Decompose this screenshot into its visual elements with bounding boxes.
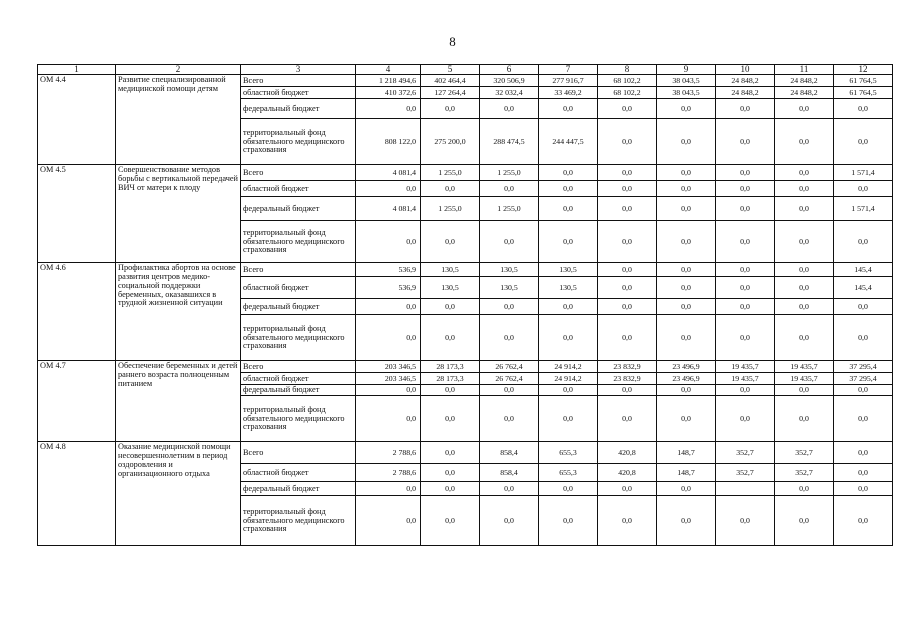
funding-source: федеральный бюджет	[241, 197, 356, 221]
value-cell: 0,0	[539, 299, 598, 315]
funding-source: территориальный фонд обязательного медицинского страхования	[241, 496, 356, 546]
value-cell: 655,3	[539, 442, 598, 464]
value-cell: 24 914,2	[539, 361, 598, 373]
value-cell: 0,0	[421, 299, 480, 315]
value-cell: 0,0	[657, 221, 716, 263]
value-cell: 0,0	[657, 165, 716, 181]
value-cell: 0,0	[480, 99, 539, 119]
value-cell: 288 474,5	[480, 119, 539, 165]
header-cell: 10	[716, 65, 775, 75]
value-cell: 0,0	[598, 396, 657, 442]
value-cell: 0,0	[775, 181, 834, 197]
value-cell: 0,0	[834, 315, 893, 361]
value-cell: 0,0	[421, 315, 480, 361]
value-cell: 352,7	[775, 464, 834, 482]
value-cell: 130,5	[421, 263, 480, 277]
value-cell: 0,0	[775, 315, 834, 361]
value-cell: 0,0	[421, 396, 480, 442]
value-cell: 1 571,4	[834, 165, 893, 181]
measure-code: ОМ 4.4	[38, 75, 116, 165]
value-cell: 2 788,6	[356, 464, 421, 482]
funding-source: федеральный бюджет	[241, 482, 356, 496]
value-cell: 0,0	[539, 99, 598, 119]
value-cell: 61 764,5	[834, 87, 893, 99]
value-cell: 0,0	[775, 197, 834, 221]
value-cell: 1 255,0	[421, 165, 480, 181]
value-cell: 0,0	[539, 396, 598, 442]
value-cell: 1 571,4	[834, 197, 893, 221]
header-cell: 3	[241, 65, 356, 75]
value-cell: 0,0	[775, 299, 834, 315]
value-cell: 130,5	[480, 277, 539, 299]
value-cell: 0,0	[598, 299, 657, 315]
value-cell: 0,0	[834, 496, 893, 546]
value-cell: 0,0	[421, 99, 480, 119]
value-cell: 0,0	[356, 396, 421, 442]
value-cell: 0,0	[716, 181, 775, 197]
value-cell: 655,3	[539, 464, 598, 482]
measure-code: ОМ 4.7	[38, 361, 116, 442]
value-cell: 0,0	[539, 315, 598, 361]
value-cell: 23 496,9	[657, 361, 716, 373]
funding-source: областной бюджет	[241, 464, 356, 482]
value-cell: 0,0	[480, 315, 539, 361]
value-cell: 127 264,4	[421, 87, 480, 99]
measure-name: Развитие специализированной медицинской помощи детям	[116, 75, 241, 165]
value-cell: 277 916,7	[539, 75, 598, 87]
value-cell: 808 122,0	[356, 119, 421, 165]
measure-name: Оказание медицинской помощи несовершеннолетним в период оздоровления и организационного отдыха	[116, 442, 241, 546]
value-cell: 0,0	[657, 99, 716, 119]
value-cell: 61 764,5	[834, 75, 893, 87]
value-cell: 0,0	[716, 496, 775, 546]
value-cell: 0,0	[598, 99, 657, 119]
funding-source: территориальный фонд обязательного медицинского страхования	[241, 315, 356, 361]
value-cell: 38 043,5	[657, 87, 716, 99]
measure-code: ОМ 4.6	[38, 263, 116, 361]
value-cell: 4 081,4	[356, 197, 421, 221]
value-cell: 352,7	[716, 464, 775, 482]
value-cell: 0,0	[598, 482, 657, 496]
value-cell: 0,0	[716, 315, 775, 361]
value-cell: 26 762,4	[480, 373, 539, 385]
value-cell: 0,0	[775, 277, 834, 299]
value-cell: 0,0	[539, 385, 598, 396]
value-cell: 0,0	[598, 263, 657, 277]
value-cell: 24 914,2	[539, 373, 598, 385]
value-cell: 0,0	[356, 315, 421, 361]
value-cell: 0,0	[657, 263, 716, 277]
value-cell: 23 496,9	[657, 373, 716, 385]
value-cell: 858,4	[480, 442, 539, 464]
value-cell: 0,0	[539, 165, 598, 181]
value-cell: 0,0	[598, 119, 657, 165]
value-cell: 0,0	[716, 277, 775, 299]
value-cell: 0,0	[775, 496, 834, 546]
value-cell: 0,0	[775, 482, 834, 496]
value-cell: 0,0	[598, 165, 657, 181]
value-cell: 0,0	[356, 99, 421, 119]
value-cell: 0,0	[716, 396, 775, 442]
value-cell: 33 469,2	[539, 87, 598, 99]
value-cell: 536,9	[356, 277, 421, 299]
value-cell: 38 043,5	[657, 75, 716, 87]
value-cell: 0,0	[834, 396, 893, 442]
value-cell: 858,4	[480, 464, 539, 482]
header-cell: 5	[421, 65, 480, 75]
value-cell: 0,0	[834, 181, 893, 197]
value-cell: 0,0	[421, 385, 480, 396]
funding-source: территориальный фонд обязательного медицинского страхования	[241, 119, 356, 165]
value-cell: 24 848,2	[775, 87, 834, 99]
value-cell: 1 218 494,6	[356, 75, 421, 87]
value-cell: 0,0	[716, 99, 775, 119]
value-cell	[716, 482, 775, 496]
value-cell: 0,0	[421, 221, 480, 263]
value-cell: 24 848,2	[775, 75, 834, 87]
value-cell: 536,9	[356, 263, 421, 277]
value-cell: 0,0	[657, 496, 716, 546]
table-row	[38, 263, 893, 277]
value-cell: 0,0	[598, 221, 657, 263]
value-cell: 0,0	[716, 197, 775, 221]
value-cell: 0,0	[716, 165, 775, 181]
value-cell: 0,0	[598, 197, 657, 221]
value-cell: 0,0	[716, 221, 775, 263]
value-cell: 0,0	[834, 482, 893, 496]
value-cell: 0,0	[657, 197, 716, 221]
value-cell: 37 295,4	[834, 361, 893, 373]
value-cell: 420,8	[598, 442, 657, 464]
value-cell: 0,0	[834, 299, 893, 315]
value-cell: 0,0	[598, 277, 657, 299]
value-cell: 0,0	[657, 181, 716, 197]
value-cell: 37 295,4	[834, 373, 893, 385]
value-cell: 0,0	[657, 482, 716, 496]
table-row	[38, 165, 893, 181]
value-cell: 0,0	[834, 442, 893, 464]
value-cell: 32 032,4	[480, 87, 539, 99]
funding-source: Всего	[241, 75, 356, 87]
value-cell: 0,0	[356, 181, 421, 197]
value-cell: 0,0	[480, 496, 539, 546]
value-cell: 0,0	[834, 385, 893, 396]
value-cell: 352,7	[775, 442, 834, 464]
funding-source: федеральный бюджет	[241, 299, 356, 315]
value-cell: 68 102,2	[598, 87, 657, 99]
measure-code: ОМ 4.5	[38, 165, 116, 263]
header-cell: 4	[356, 65, 421, 75]
value-cell: 352,7	[716, 442, 775, 464]
value-cell: 203 346,5	[356, 373, 421, 385]
value-cell: 23 832,9	[598, 373, 657, 385]
table-row	[38, 75, 893, 87]
header-row	[38, 65, 893, 75]
funding-source: Всего	[241, 361, 356, 373]
value-cell: 0,0	[834, 99, 893, 119]
value-cell: 0,0	[356, 496, 421, 546]
value-cell: 0,0	[356, 385, 421, 396]
value-cell: 0,0	[834, 221, 893, 263]
value-cell: 0,0	[539, 482, 598, 496]
header-cell: 1	[38, 65, 116, 75]
value-cell: 0,0	[480, 299, 539, 315]
value-cell: 0,0	[598, 315, 657, 361]
value-cell: 0,0	[657, 277, 716, 299]
value-cell: 0,0	[657, 315, 716, 361]
value-cell: 203 346,5	[356, 361, 421, 373]
page-number: 8	[449, 34, 456, 49]
value-cell: 0,0	[480, 385, 539, 396]
header-cell: 11	[775, 65, 834, 75]
value-cell: 0,0	[598, 181, 657, 197]
value-cell: 0,0	[421, 482, 480, 496]
value-cell: 130,5	[480, 263, 539, 277]
value-cell: 275 200,0	[421, 119, 480, 165]
table-row	[38, 361, 893, 373]
funding-source: Всего	[241, 165, 356, 181]
value-cell: 145,4	[834, 263, 893, 277]
value-cell: 0,0	[539, 221, 598, 263]
value-cell: 0,0	[657, 396, 716, 442]
funding-source: Всего	[241, 442, 356, 464]
funding-source: областной бюджет	[241, 277, 356, 299]
header-cell: 9	[657, 65, 716, 75]
value-cell: 23 832,9	[598, 361, 657, 373]
value-cell: 420,8	[598, 464, 657, 482]
funding-source: федеральный бюджет	[241, 385, 356, 396]
value-cell: 145,4	[834, 277, 893, 299]
value-cell: 2 788,6	[356, 442, 421, 464]
value-cell: 244 447,5	[539, 119, 598, 165]
value-cell: 148,7	[657, 442, 716, 464]
value-cell: 19 435,7	[716, 361, 775, 373]
value-cell: 19 435,7	[775, 373, 834, 385]
value-cell: 0,0	[716, 119, 775, 165]
value-cell: 0,0	[539, 181, 598, 197]
value-cell: 1 255,0	[480, 197, 539, 221]
value-cell: 320 506,9	[480, 75, 539, 87]
value-cell: 0,0	[598, 385, 657, 396]
value-cell: 0,0	[480, 396, 539, 442]
value-cell: 0,0	[775, 165, 834, 181]
funding-source: областной бюджет	[241, 181, 356, 197]
value-cell: 130,5	[539, 277, 598, 299]
value-cell: 28 173,3	[421, 361, 480, 373]
funding-source: Всего	[241, 263, 356, 277]
value-cell: 0,0	[356, 299, 421, 315]
measure-name: Обеспечение беременных и детей раннего возраста полноценным питанием	[116, 361, 241, 442]
funding-source: территориальный фонд обязательного медицинского страхования	[241, 396, 356, 442]
value-cell: 0,0	[775, 263, 834, 277]
value-cell: 24 848,2	[716, 75, 775, 87]
value-cell: 0,0	[834, 464, 893, 482]
value-cell: 4 081,4	[356, 165, 421, 181]
value-cell: 28 173,3	[421, 373, 480, 385]
value-cell: 0,0	[598, 496, 657, 546]
value-cell: 410 372,6	[356, 87, 421, 99]
measure-code: ОМ 4.8	[38, 442, 116, 546]
header-cell: 7	[539, 65, 598, 75]
budget-table	[37, 64, 893, 546]
funding-source: областной бюджет	[241, 87, 356, 99]
value-cell: 0,0	[421, 181, 480, 197]
value-cell: 24 848,2	[716, 87, 775, 99]
value-cell: 0,0	[539, 496, 598, 546]
table-row	[38, 442, 893, 464]
value-cell: 0,0	[775, 385, 834, 396]
value-cell: 0,0	[421, 464, 480, 482]
value-cell: 130,5	[421, 277, 480, 299]
value-cell: 68 102,2	[598, 75, 657, 87]
value-cell: 0,0	[775, 396, 834, 442]
value-cell: 402 464,4	[421, 75, 480, 87]
funding-source: федеральный бюджет	[241, 99, 356, 119]
value-cell: 0,0	[421, 496, 480, 546]
funding-source: территориальный фонд обязательного медицинского страхования	[241, 221, 356, 263]
value-cell: 130,5	[539, 263, 598, 277]
value-cell: 1 255,0	[421, 197, 480, 221]
value-cell: 0,0	[716, 299, 775, 315]
value-cell: 0,0	[421, 442, 480, 464]
header-cell: 12	[834, 65, 893, 75]
value-cell: 0,0	[775, 119, 834, 165]
value-cell: 19 435,7	[775, 361, 834, 373]
value-cell: 0,0	[657, 119, 716, 165]
header-cell: 2	[116, 65, 241, 75]
header-cell: 8	[598, 65, 657, 75]
value-cell: 26 762,4	[480, 361, 539, 373]
value-cell: 0,0	[356, 221, 421, 263]
measure-name: Профилактика абортов на основе развития центров медико-социальной поддержки беременных, оказавшихся в трудной жизненной ситуации	[116, 263, 241, 361]
header-cell: 6	[480, 65, 539, 75]
value-cell: 1 255,0	[480, 165, 539, 181]
measure-name: Совершенствование методов борьбы с вертикальной передачей ВИЧ от матери к плоду	[116, 165, 241, 263]
value-cell: 0,0	[657, 385, 716, 396]
value-cell: 0,0	[480, 221, 539, 263]
funding-source: областной бюджет	[241, 373, 356, 385]
value-cell: 19 435,7	[716, 373, 775, 385]
value-cell: 0,0	[775, 221, 834, 263]
value-cell: 0,0	[716, 385, 775, 396]
value-cell: 0,0	[480, 482, 539, 496]
value-cell: 0,0	[480, 181, 539, 197]
value-cell: 0,0	[716, 263, 775, 277]
value-cell: 0,0	[356, 482, 421, 496]
value-cell: 0,0	[657, 299, 716, 315]
value-cell: 0,0	[775, 99, 834, 119]
value-cell: 0,0	[539, 197, 598, 221]
value-cell: 0,0	[834, 119, 893, 165]
value-cell: 148,7	[657, 464, 716, 482]
